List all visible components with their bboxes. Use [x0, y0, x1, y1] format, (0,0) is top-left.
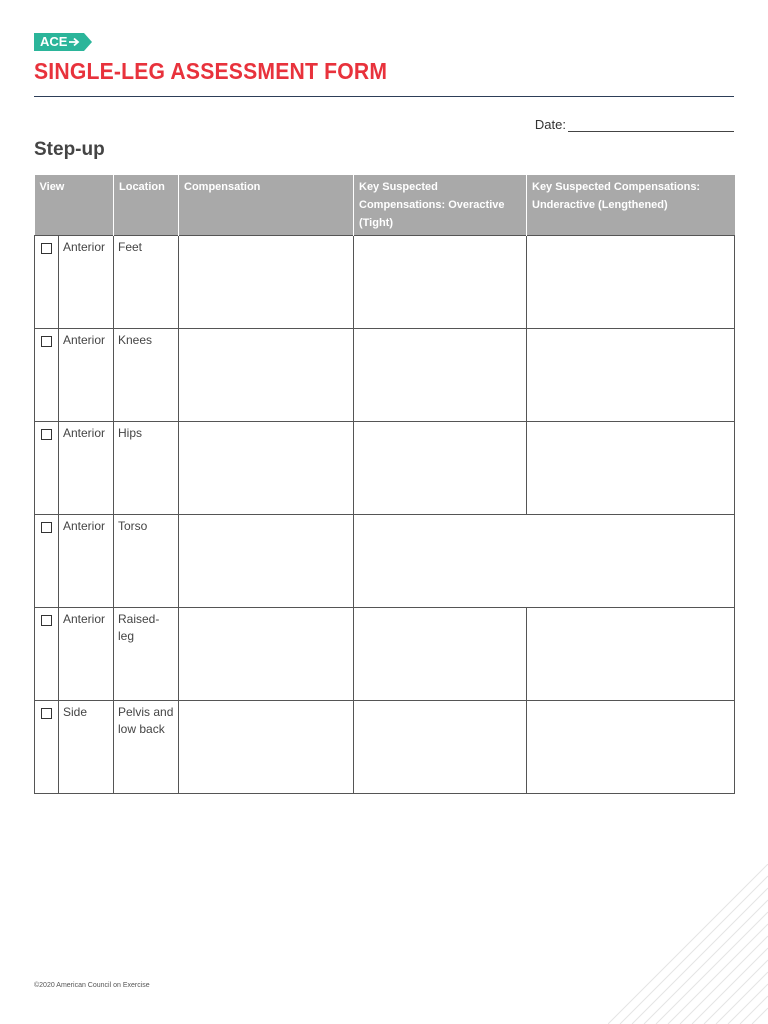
table-row — [35, 422, 735, 515]
checkbox-cell — [35, 422, 59, 515]
header-underactive: Key Suspected Compensations: Underactive (Lengthened) — [527, 175, 735, 236]
table-row — [35, 515, 735, 608]
compensation-cell[interactable] — [179, 329, 354, 422]
table-row — [35, 701, 735, 794]
location-cell: Raised-leg — [114, 608, 179, 701]
header-overactive: Key Suspected Compensations: Overactive (Tight) — [354, 175, 527, 236]
checkbox-cell — [35, 608, 59, 701]
row-checkbox[interactable] — [41, 243, 52, 254]
compensation-cell[interactable] — [179, 608, 354, 701]
ace-logo-text: ACE — [40, 34, 68, 49]
view-cell: Anterior — [59, 515, 114, 608]
underactive-cell[interactable] — [527, 422, 735, 515]
merged-compensations-cell[interactable] — [354, 515, 735, 608]
table-row — [35, 236, 735, 329]
row-checkbox[interactable] — [41, 615, 52, 626]
row-checkbox[interactable] — [41, 429, 52, 440]
underactive-cell[interactable] — [527, 701, 735, 794]
checkbox-cell — [35, 701, 59, 794]
underactive-cell[interactable] — [527, 236, 735, 329]
row-checkbox[interactable] — [41, 336, 52, 347]
overactive-cell[interactable] — [354, 236, 527, 329]
ace-logo — [34, 33, 92, 51]
underactive-cell[interactable] — [527, 608, 735, 701]
checkbox-cell — [35, 329, 59, 422]
title-divider — [34, 96, 734, 97]
logo-chevron-shape — [84, 33, 92, 51]
assessment-table — [34, 175, 735, 794]
overactive-cell[interactable] — [354, 329, 527, 422]
location-cell: Pelvis and low back — [114, 701, 179, 794]
table-row — [35, 329, 735, 422]
row-checkbox[interactable] — [41, 522, 52, 533]
view-cell: Anterior — [59, 422, 114, 515]
overactive-cell[interactable] — [354, 608, 527, 701]
table-row — [35, 608, 735, 701]
decorative-diagonal-lines — [608, 864, 768, 1024]
checkbox-cell — [35, 515, 59, 608]
location-cell: Hips — [114, 422, 179, 515]
ace-logo-box — [34, 33, 84, 51]
date-label: Date: — [534, 117, 566, 132]
date-field[interactable] — [535, 117, 734, 132]
header-compensation: Compensation — [179, 175, 354, 236]
overactive-cell[interactable] — [354, 422, 527, 515]
section-title: Step-up — [34, 139, 105, 160]
header-view: View — [35, 175, 114, 236]
compensation-cell[interactable] — [179, 701, 354, 794]
location-cell: Torso — [114, 515, 179, 608]
location-cell: Feet — [114, 236, 179, 329]
page-title: SINGLE-LEG ASSESSMENT FORM — [34, 58, 388, 84]
overactive-cell[interactable] — [354, 701, 527, 794]
view-cell: Side — [59, 701, 114, 794]
header-location: Location — [114, 175, 179, 236]
copyright-footer: ©2020 American Council on Exercise — [34, 982, 150, 989]
view-cell: Anterior — [59, 236, 114, 329]
view-cell: Anterior — [59, 329, 114, 422]
row-checkbox[interactable] — [41, 708, 52, 719]
table-header-row — [35, 175, 735, 236]
view-cell: Anterior — [59, 608, 114, 701]
location-cell: Knees — [114, 329, 179, 422]
compensation-cell[interactable] — [179, 422, 354, 515]
compensation-cell[interactable] — [179, 236, 354, 329]
underactive-cell[interactable] — [527, 329, 735, 422]
checkbox-cell — [35, 236, 59, 329]
arrow-right-icon — [69, 37, 80, 47]
compensation-cell[interactable] — [179, 515, 354, 608]
date-input-line[interactable] — [568, 118, 734, 132]
